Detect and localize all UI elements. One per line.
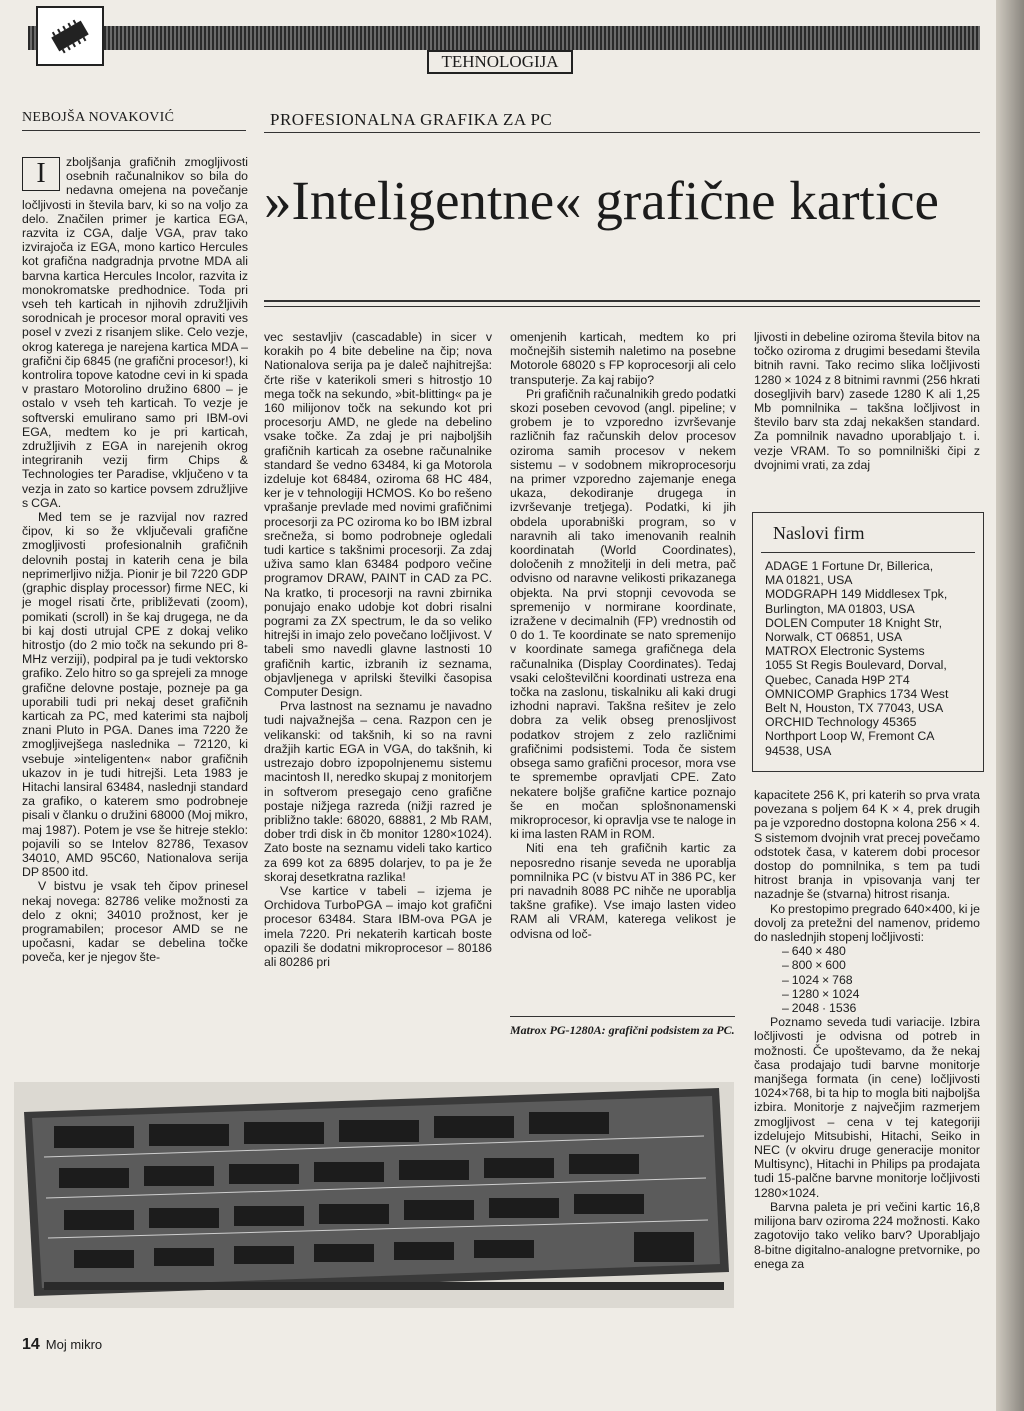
firm-line: ORCHID Technology 45365 — [765, 715, 917, 730]
firm-line: MODGRAPH 149 Middlesex Tpk, — [765, 587, 948, 602]
list-item: – 1024 × 768 — [782, 972, 853, 987]
headline-rule-thin — [264, 306, 980, 307]
page-number: 14 — [22, 1336, 40, 1353]
paragraph: Med tem se je razvijal nov razred čipov, ki so že vključevali grafične zmogljivosti profesionalnih grafičnih delovnih postaj in katerih cena je bila neprimerljivo nižja. Pionir je bil 7220 GDP (graphic display processor) firme NEC, ki je mogel risati črte, približevati (zoom), pomikati (scroll) in še kaj drugega, ne da bi kaj dosti utrujal CPE z dokaj veliko hitrostjo (do 2 mio točk na sekundo pri 8-MHz verziji), podpiral pa je tudi vektorsko grafiko. Zelo hitro so ga sprejeli za mnoge grafične delovne postaje, pozneje pa ga uporabili tudi pri nekaj deset grafičnih karticah za PC, med katerimi sta najbolj znani Pluto in PGA. Danes ima 7220 že zmogljivejšega naslednika – 72120, ki vsebuje »inteligenten« nabor grafičnih ukazov in je tudi hitrejši. Leta 1983 je Hitachi lansiral 63484, naslednji standard za grafiko, o katerem smo podrobneje pisali v članku o družini 68000 (Moj mikro, maj 1987). Potem je vse še hitreje steklo: pojavili so se Intelov 82786, Texasov 34010, AMD 95C60, Nationalova serija DP 8500 itd. — [22, 510, 248, 880]
column-4-bottom — [754, 788, 980, 1271]
firm-line: 1055 St Regis Boulevard, Dorval, — [765, 658, 947, 673]
list-item: – 1280 × 1024 — [782, 986, 860, 1001]
list-item: – 640 × 480 — [782, 944, 846, 959]
firm-line: DOLEN Computer 18 Knight Str, — [765, 615, 943, 630]
column-1 — [22, 155, 248, 965]
list-item: – 2048 · 1536 — [782, 1001, 857, 1016]
header-bar — [28, 26, 980, 50]
kicker: PROFESIONALNA GRAFIKA ZA PC — [270, 110, 553, 129]
chip-logo-icon — [36, 6, 104, 66]
author-name: NEBOJŠA NOVAKOVIĆ — [22, 110, 175, 125]
paragraph: Prva lastnost na seznamu je navadno tudi najvažnejša – cena. Razpon cen je velikanski: od takšnih, ki so na ravni dražjih kartic EGA in VGA, do takšnih, ki ustrezajo dobro izpopolnjenemu sistemu macintosh II, neredko skupaj z monitorjem in softverom presegajo ceno grafične postaje nižjega razreda (nižji razred je približno takle: 68020, 68881, 2 Mb RAM, dober trdi disk in čb monitor 1280×1024). Zato boste na seznamu videli tako kartico za 699 kot za 6895 dolarjev, to pa je že skoraj desetkratna razlika! — [264, 699, 492, 884]
headline-rule — [264, 300, 980, 302]
author-rule — [22, 130, 246, 131]
paragraph: Niti ena teh grafičnih kartic za neposredno risanje seveda ne uporablja pomnilnika PC (v bistvu AT in 386 PC, ker pri navadnih 8088 PC nihče ne uporablja takšne grafike). Vse imajo lasten video RAM ali VRAM, katerega velikost je odvisna od loč- — [510, 841, 736, 941]
firm-line: ADAGE 1 Fortune Dr, Billerica, — [765, 559, 934, 573]
paragraph: Poznamo seveda tudi variacije. Izbira ločljivosti je odvisna od potreb in možnosti. Če upoštevamo, da že nekaj časa prodajajo tudi barvne monitorje manjšega formata (in cene) ločljivosti 1024×768, bi ta hip to mogla biti najboljša izbira. Monitorje z največjim razmerjem zmogljivost – cena v tej kategoriji izdelujejo Mitsubishi, Hitachi, Seiko in NEC (v okviru druge generacije monitor Multisync), Hitachi in Philips pa prodajata tudi 15-palčne barvne monitorje ločljivosti 1280×1024. — [754, 1015, 980, 1200]
paragraph: vec sestavljiv (cascadable) in sicer v korakih po 4 bite debeline na čip; nova Nationalova serija pa je daleč najhitrejša: črte riše v katerikoli smeri s hitrostjo 10 mega točk na sekundo, »bit-blitting« pa je 160 milijonov točk na sekundo kot pri procesorju AMD, ne glede na debelino vsake točke. Za zdaj je pri najboljših grafičnih karticah za osebne računalnike standard še vedno 63484, ki ga Motorola izdeluje kot 68484, oziroma 68 HC 484, ker je v tehnologiji HCMOS. Ko bo rešeno vprašanje prevlade med novimi grafičnimi procesorji za PC oziroma ko bo IBM izbral srečneža, si bomo podrobneje ogledali tudi kartice s takšnimi procesorji. Za zdaj uživa samo klan 63484 podporo večine programov DRAW, PAINT in CAD za PC. Na kratko, ti procesorji na ravni zbirnika ponujajo enako udobje kot dobri risalni pogrami za ZX spectrum, le da so veliko hitrejši in imajo zelo povečano ločljivost. V tabeli smo navedli glavne lastnosti 10 grafičnih kartic, izbranih iz seznama, objavljenega v aprilski številki časopisa Computer Design. — [264, 330, 492, 700]
firms-list — [753, 553, 983, 758]
section-label: TEHNOLOGIJA — [427, 50, 573, 74]
paragraph: kapacitete 256 K, pri katerih so prva vrata povezana s poljem 64 K × 4, prek drugih pa je vzporedno dostopna kolona 256 × 4. S sistemom dvojnih vrat precej povečamo odstotek časa, v katerem dobi procesor dostop do pomnilnika, s tem pa tudi hitrost branja in vpisovanja vanj ter nazadnje še (stvarna) hitrost risanja. — [754, 788, 980, 902]
firm-line: Belt N, Houston, TX 77043, USA — [765, 701, 944, 716]
paragraph: Barvna paleta je pri večini kartic 16,8 milijona barv oziroma 224 možnosti. Kako zagotovijo tako veliko barv? Uporabljajo 8-bitne digitalno-analogne pretvornike, po enega za — [754, 1199, 980, 1271]
firm-line: Quebec, Canada H9P 2T4 — [765, 672, 910, 687]
paragraph: Vse kartice v tabeli – izjema je Orchidova TurboPGA – imajo kot grafični procesor 63484. Stara IBM-ova PGA je imela 7220. Pri nekaterih karticah boste opazili še dodatni mikroprocesor – 80186 ali 80286 pri — [264, 883, 492, 969]
caption-rule — [510, 1016, 735, 1017]
headline: »Inteligentne« grafične kartice — [264, 170, 939, 231]
paragraph: V bistvu je vsak teh čipov prinesel nekaj novega: 82786 velike možnosti za delo z okni; 34010 prožnost, ker je programabilen; procesor AMD se ne upočasni, kadar se debelina točke poveča, ker je njegov šte- — [22, 879, 248, 965]
column-4-top — [754, 330, 980, 472]
paragraph: I zboljšanja grafičnih zmogljivosti osebnih računalnikov so bila do nedavna omejena na povečanje ločljivosti in števila barv, ki so na voljo za delo. Značilen primer je kartica EGA, razvita iz CGA, dalje VGA, prav tako izvirajoča iz EGA, mono kartico Hercules kot grafična nadgradnja prvotne MDA ali barvna kartica Hercules Incolor, razvita iz monokromatske predhodnice. Toda pri vseh teh karticah in njihovih združljivih sorodnicah je procesor moral opraviti ves posel v zvezi z risanjem slike. Celo vezje, okrog katerega je narejena kartica MDA – grafični čip 6845 (ne grafični procesor!), ki kontrolira topove katodne cevi in ki spada v prastaro Motorolino družino 6800 – je ostalo v vseh teh karticah. To vezje je softverski emulirano samo pri IBM-ovi EGA, medtem ko je pri karticah, združljivih z EGA in narejenih okrog integriranih vezij firm Chips & Technologies ter Paradise, vključeno v ta vezja in zato so kartice povsem združljive s CGA. — [22, 155, 248, 510]
list-item: – 800 × 600 — [782, 958, 846, 973]
paragraph: ljivosti in debeline oziroma števila bitov na točko oziroma z drugimi besedami števila bitnih ravni. Tako recimo slika ločljivosti 1280 × 1024 z 8 bitnimi ravnmi (256 hkrati dosegljivih barv) zasede 1280 K ali 1,25 Mb pomnilnika – takšna ločljivost in število barv sta zdaj nekakšen standard. Za pomnilnik navadno uporabljajo t. i. vezje VRAM. To so pomnilniški čipi z dvojnimi vrati, za zdaj — [754, 330, 980, 472]
resolution-list — [754, 944, 980, 1015]
page-footer — [22, 1336, 102, 1354]
paragraph: Pri grafičnih računalnikih gredo podatki skozi poseben cevovod (angl. pipeline; v grobem je to vzporedno izvrševanje različnih faz računskih delov procesov oziroma samih procesov v nekem sistemu – v sodobnem mikroprocesorju na primer vzporedno zajemanje enega ukaza, dekodiranje drugega in izvrševanje tretjega). Podatki, ki jih obdela uporabniški program, so v naravnih ali tako imenovanih realnih koordinatah (World Coordinates), določenih z množitelji in deli metra, pač odvisno od naravne velikosti prikazanega objekta. Na prvi stopnji cevovoda se spremenijo v normirane koordinate, izražene v decimalnih (FP) vrednostih od 0 do 1. Te koordinate se nato spremenijo v koordinate samega grafičnega dela računalnika (Display Coordinates). Tedaj vsaki celoštevilčni koordinati ustreza ena točka na zaslonu, tiskalniku ali kaki drugi izhodni napravi. Takšna rešitev je zelo dobra za velik obseg prenosljivost podatkov strojem z zelo različnimi grafičnimi podsistemi. Toda če sistem obsega samo grafični procesor, mora vse te spremembe opravljati CPE. Zato nekatere boljše grafične kartice poznajo še en močan splošnonamenski mikroprocesor, ki opravlja vse te naloge in ki ima lasten RAM in ROM. — [510, 386, 736, 842]
column-2 — [264, 330, 492, 969]
firm-line: OMNICOMP Graphics 1734 West — [765, 686, 949, 701]
firm-line: Norwalk, CT 06851, USA — [765, 630, 903, 645]
magazine-name: Moj mikro — [45, 1337, 103, 1352]
firms-box-title: Naslovi firm — [761, 513, 975, 553]
firm-line: Northport Loop W, Fremont CA — [765, 729, 935, 744]
firm-line: Burlington, MA 01803, USA — [765, 601, 915, 616]
firms-box — [752, 512, 984, 772]
graphics-card-photo — [14, 1082, 734, 1308]
page-edge — [996, 0, 1024, 1411]
column-3 — [510, 330, 736, 941]
figure-caption: Matrox PG-1280A: grafični podsistem za PC. — [510, 1023, 735, 1037]
drop-cap: I — [22, 157, 60, 191]
firm-line: MATROX Electronic Systems — [765, 644, 925, 659]
firm-line: 94538, USA — [765, 743, 832, 758]
paragraph: Ko prestopimo pregrado 640×400, ki je dovolj za pretežni del namenov, pridemo do naslednjih stopenj ločljivosti: — [754, 901, 980, 945]
kicker-rule — [264, 132, 980, 133]
firm-line: MA 01821, USA — [765, 573, 853, 588]
paragraph: omenjenih karticah, medtem ko pri močnejših sistemih naletimo na posebne Motorole 68020 s FP koprocesorji ali celo transputerje. Za kaj rabijo? — [510, 330, 736, 387]
